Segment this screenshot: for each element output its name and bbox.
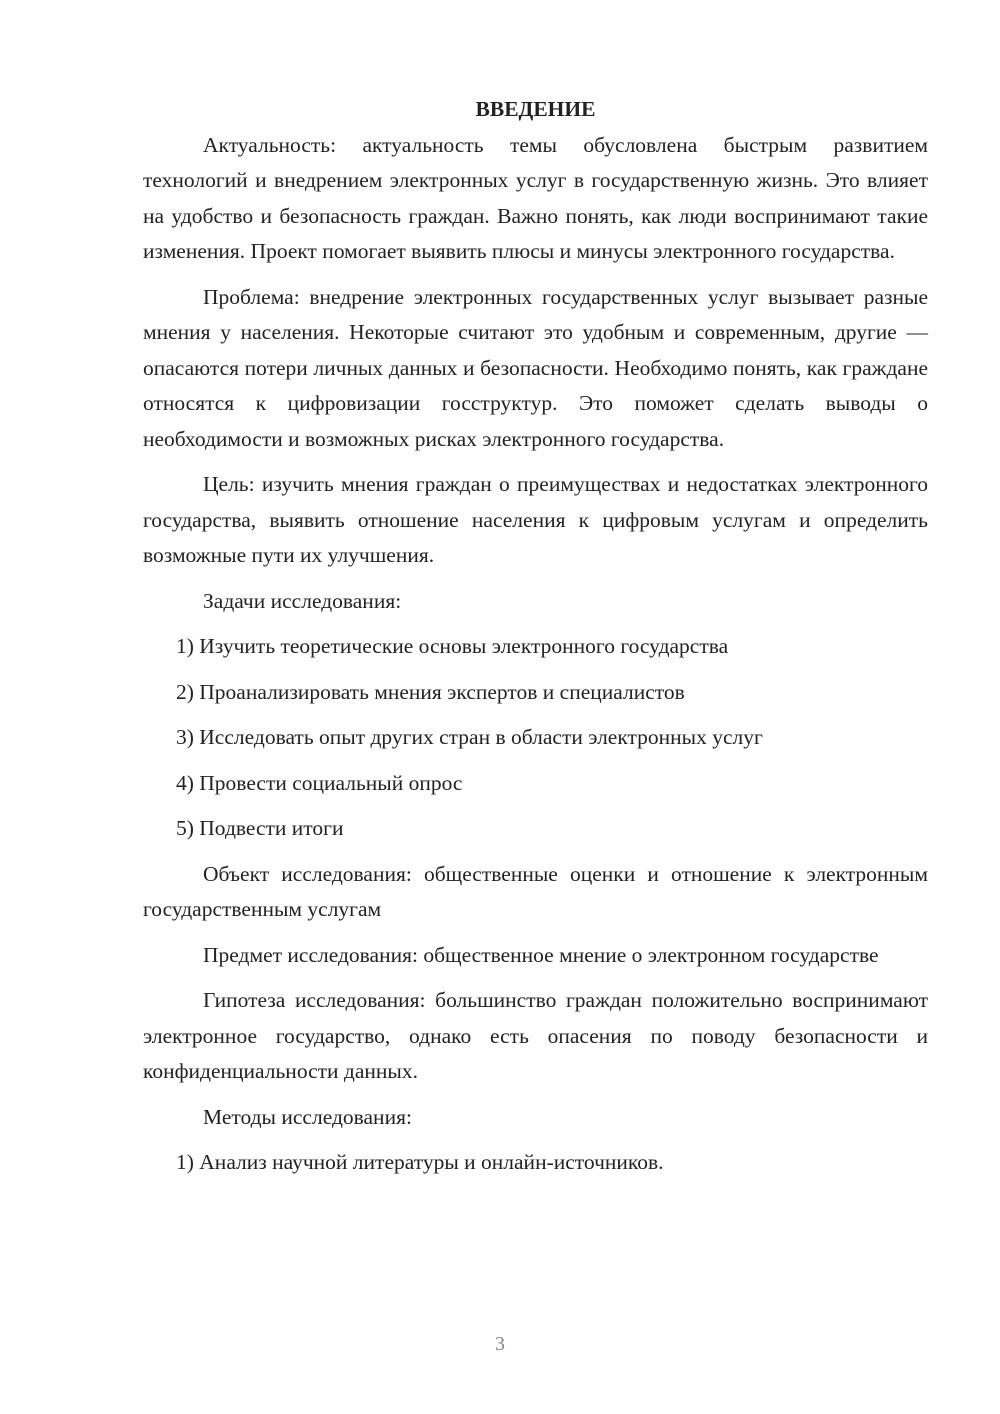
- subject-paragraph: Предмет исследования: общественное мнение о электронном государстве: [203, 942, 879, 967]
- page-number: 3: [495, 1333, 505, 1355]
- list-item: 1) Анализ научной литературы и онлайн-источников.: [176, 1150, 664, 1174]
- list-item: 1) Изучить теоретические основы электронного государства: [176, 634, 729, 658]
- list-item: 3) Исследовать опыт других стран в области электронных услуг: [176, 725, 763, 749]
- section-title: ВВЕДЕНИЕ: [475, 97, 596, 121]
- list-item: 2) Проанализировать мнения экспертов и специалистов: [176, 679, 685, 704]
- tasks-list: [143, 629, 928, 847]
- list-item: 4) Провести социальный опрос: [176, 770, 463, 795]
- page-content: [143, 92, 928, 1191]
- hypothesis-paragraph: Гипотеза исследования: большинство граждан положительно воспринимают электронное государство, однако есть опасения по поводу безопасности и конфиденциальности данных.: [143, 988, 928, 1083]
- problem-paragraph: Проблема: внедрение электронных государственных услуг вызывает разные мнения у населения. Некоторые считают это удобным и современным, другие — опасаются потери личных данных и безопасности. Необходимо понять, как граждане относятся к цифровизации госструктур. Это поможет сделать выводы о необходимости и возможных рисках электронного государства.: [143, 284, 928, 451]
- object-paragraph: Объект исследования: общественные оценки и отношение к электронным государственным услугам: [143, 861, 928, 921]
- methods-heading: Методы исследования:: [203, 1104, 412, 1129]
- methods-list: [143, 1145, 928, 1181]
- relevance-paragraph: Актуальность: актуальность темы обусловлена быстрым развитием технологий и внедрением электронных услуг в государственную жизнь. Это влияет на удобство и безопасность граждан. Важно понять, как люди воспринимают такие изменения. Проект помогает выявить плюсы и минусы электронного государства.: [143, 132, 928, 263]
- list-item: 5) Подвести итоги: [176, 816, 344, 840]
- goal-paragraph: Цель: изучить мнения граждан о преимуществах и недостатках электронного государства, выявить отношение населения к цифровым услугам и определить возможные пути их улучшения.: [143, 472, 928, 567]
- tasks-heading: Задачи исследования:: [203, 588, 402, 613]
